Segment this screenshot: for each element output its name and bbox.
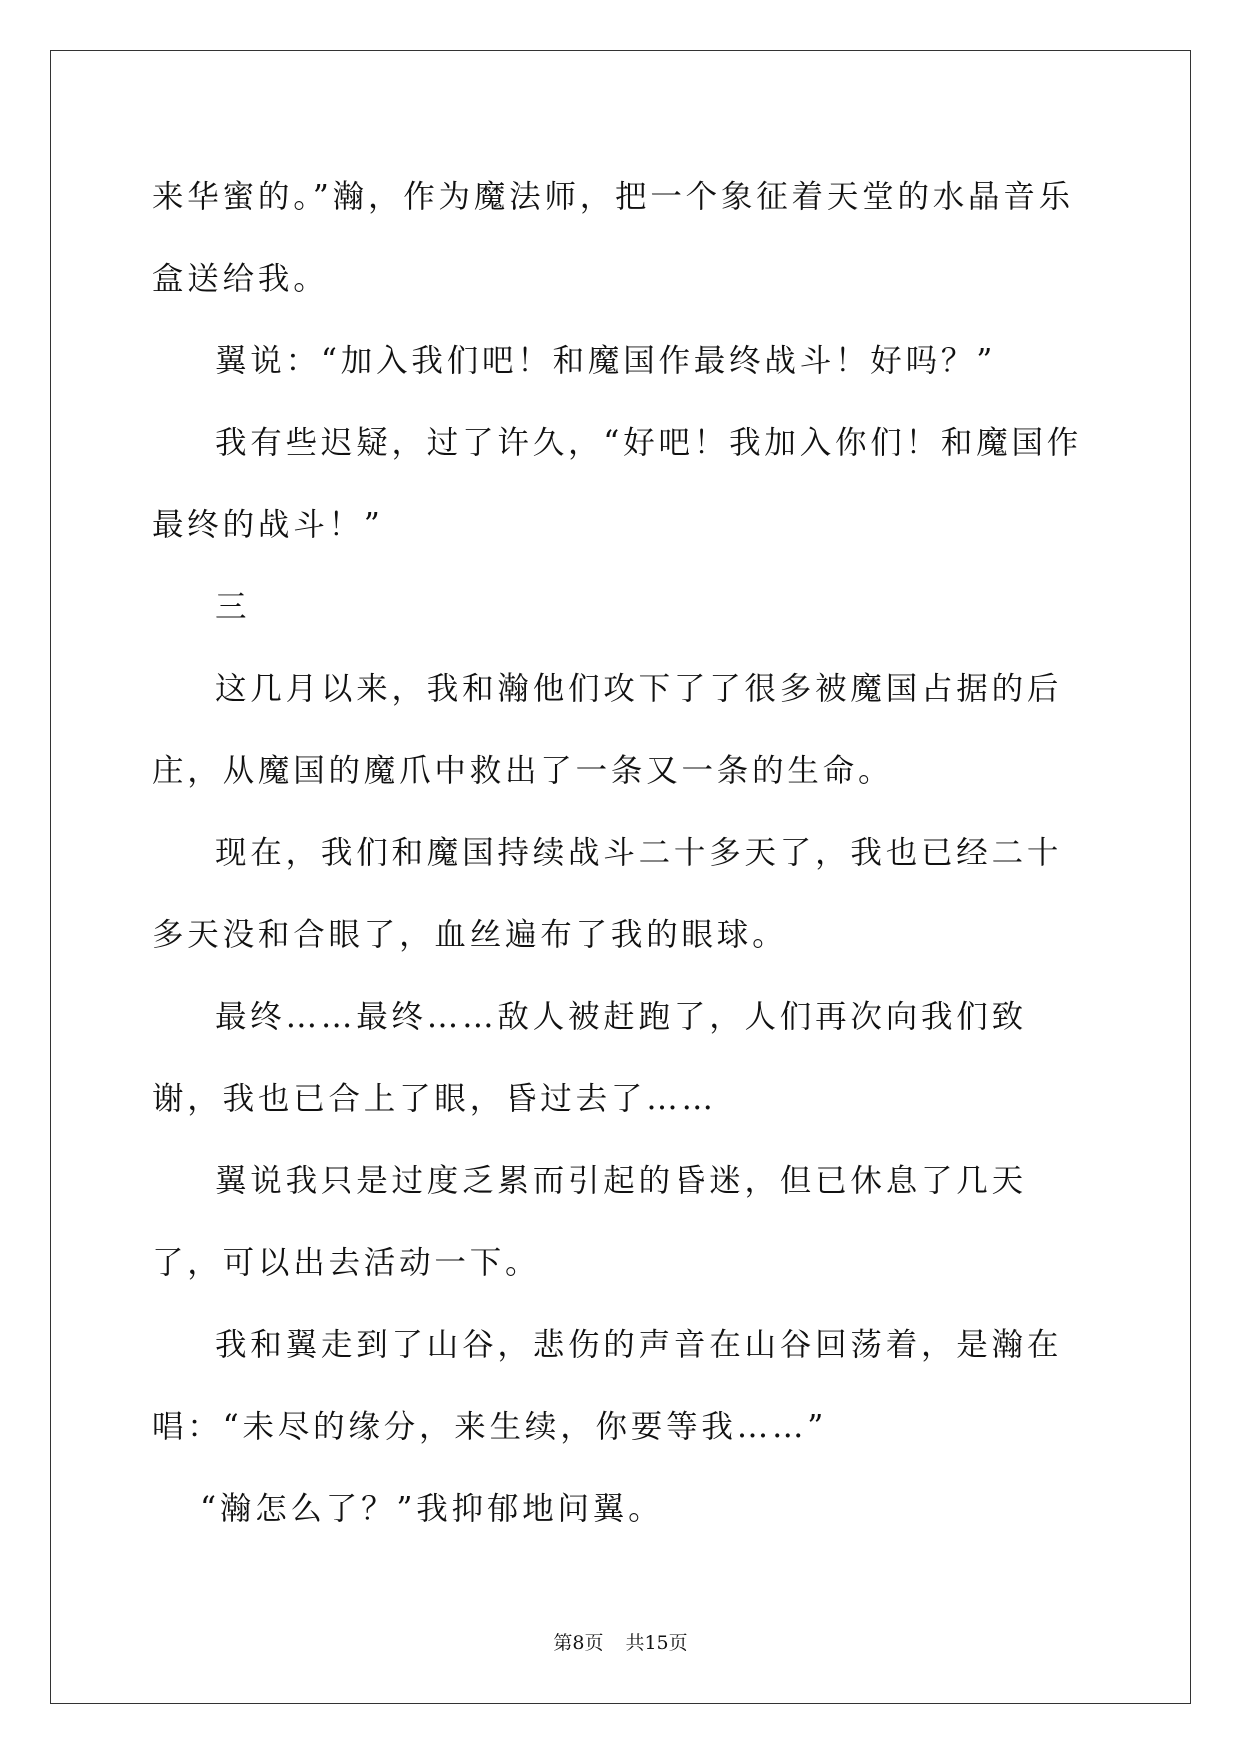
paragraph: 翼说：“加入我们吧！和魔国作最终战斗！好吗？” — [215, 343, 997, 379]
paragraph: 我有些迟疑，过了许久，“好吧！我加入你们！和魔国作最终的战斗！” — [152, 425, 1083, 543]
page-number-total: 共15页 — [625, 1632, 688, 1654]
paragraph: 来华蜜的。”瀚，作为魔法师，把一个象征着天堂的水晶音乐盒送给我。 — [152, 179, 1074, 297]
paragraph: 这几月以来，我和瀚他们攻下了了很多被魔国占据的后庄，从魔国的魔爪中救出了一条又一条的生命。 — [152, 671, 1063, 789]
body-text — [152, 156, 1092, 1550]
paragraph: 现在，我们和魔国持续战斗二十多天了，我也已经二十多天没和合眼了，血丝遍布了我的眼球。 — [152, 835, 1063, 953]
paragraph: 翼说我只是过度乏累而引起的昏迷，但已休息了几天了，可以出去活动一下。 — [152, 1163, 1027, 1281]
paragraph: 最终……最终……敌人被赶跑了，人们再次向我们致谢，我也已合上了眼，昏过去了…… — [152, 999, 1027, 1117]
paragraph: 我和翼走到了山谷，悲伤的声音在山谷回荡着，是瀚在唱：“未尽的缘分，来生续，你要等我……” — [152, 1327, 1063, 1445]
section-heading: 三 — [215, 589, 251, 625]
page-number-current: 第8页 — [553, 1632, 604, 1654]
page-footer — [0, 1628, 1241, 1655]
paragraph: “瀚怎么了？”我抑郁地问翼。 — [200, 1491, 664, 1527]
